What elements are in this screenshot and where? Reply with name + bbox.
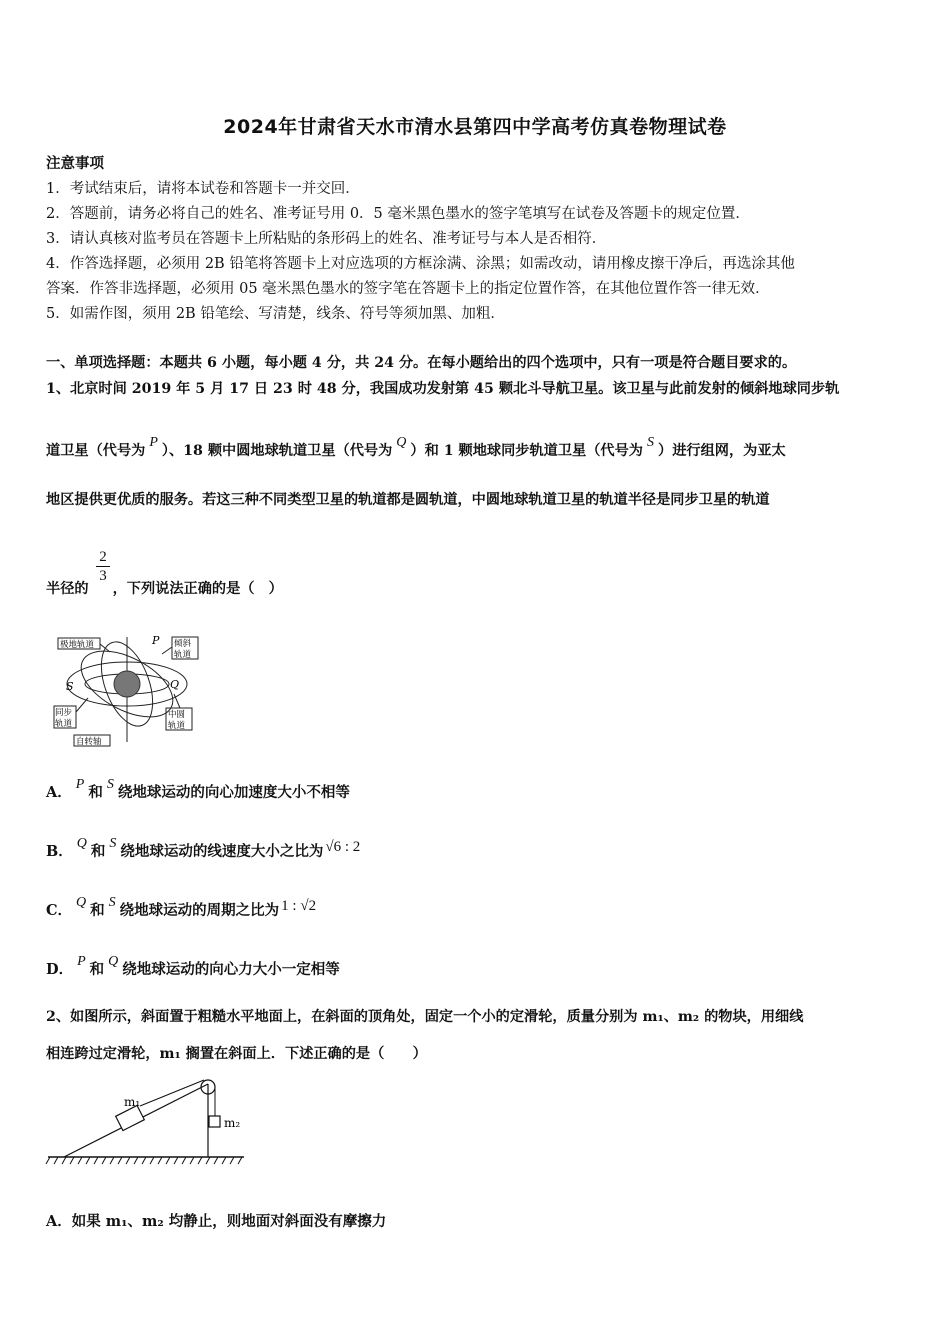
option-c[interactable]: C． Q 和 S 绕地球运动的周期之比为 1 : √2 [46,895,317,919]
option-b[interactable]: B． Q 和 S 绕地球运动的线速度大小之比为 √6 : 2 [46,836,361,860]
block-m2 [209,1116,220,1127]
incline-label-1: 倾斜 [174,639,192,649]
m1-label: m₁ [124,1095,141,1109]
s-label: S [66,680,74,693]
q1-line3: 地区提供更优质的服务。若这三种不同类型卫星的轨道都是圆轨道，中圆地球轨道卫星的轨道半径是同步卫星的轨道 [46,492,770,508]
orbit-diagram [52,632,202,754]
p-label: P [152,634,160,647]
incline-label-2: 轨道 [174,650,192,660]
m2-label: m₂ [224,1116,241,1130]
sync-label-2: 轨道 [55,719,73,729]
q2-line2: 相连跨过定滑轮，m₁ 搁置在斜面上．下述正确的是（ ） [46,1046,427,1062]
symbol-p: P [149,435,158,450]
mid-label-2: 轨道 [168,721,186,731]
mid-label-1: 中圆 [168,710,186,720]
notice-item: 4．作答选择题，必须用 2B 铅笔将答题卡上对应选项的方框涂满、涂黑；如需改动，请用橡皮擦干净后，再选涂其他 [46,256,795,272]
q1-line2: 道卫星（代号为P）、18 颗中圆地球轨道卫星（代号为Q）和 1 颗地球同步轨道卫星（代号为S）进行组网，为亚太 [46,435,786,459]
page-title: 2024年甘肃省天水市清水县第四中学高考仿真卷物理试卷 [223,116,727,138]
sync-label-1: 同步 [55,708,73,718]
notice-item: 1．考试结束后，请将本试卷和答题卡一并交回． [46,181,360,197]
polar-orbit-label: 极地轨道 [60,640,95,650]
section-heading: 一、单项选择题：本题共 6 小题，每小题 4 分，共 24 分。在每小题给出的四个选项中，只有一项是符合题目要求的。 [46,355,797,371]
option-a[interactable]: A． P 和 S 绕地球运动的向心加速度大小不相等 [46,777,350,801]
notice-item: 2．答题前，请务必将自己的姓名、准考证号用 0．5 毫米黑色墨水的签字笔填写在试卷及答题卡的规定位置． [46,206,750,222]
q1-line4: 半径的 ，下列说法正确的是（ ） [46,581,283,597]
q-label: Q [170,678,180,691]
earth-icon [114,671,140,697]
incline-diagram [44,1072,248,1170]
notice-heading: 注意事项 [46,155,104,172]
symbol-s: S [647,435,654,450]
block-m1 [116,1105,145,1130]
q2-line1: 2、如图所示，斜面置于粗糙水平地面上，在斜面的顶角处，固定一个小的定滑轮，质量分别为 m₁、m₂ 的物块，用细线 [46,1009,804,1025]
symbol-q: Q [396,435,407,450]
axis-label: 自转轴 [76,737,102,747]
notice-item: 3．请认真核对监考员在答题卡上所粘贴的条形码上的姓名、准考证号与本人是否相符． [46,231,607,247]
notice-item: 答案．作答非选择题，必须用 05 毫米黑色墨水的签字笔在答题卡上的指定位置作答，在其他位置作答一律无效． [46,281,770,297]
notice-item: 5．如需作图，须用 2B 铅笔绘、写清楚，线条、符号等须加黑、加粗． [46,306,505,322]
option-d[interactable]: D． P 和 Q 绕地球运动的向心力大小一定相等 [46,954,340,978]
fraction-two-thirds: $\frac{2}{3}$ [96,548,110,585]
q1-line1: 1、北京时间 2019 年 5 月 17 日 23 时 48 分，我国成功发射第 45 颗北斗导航卫星。该卫星与此前发射的倾斜地球同步轨 [46,381,840,397]
q2-option-a[interactable]: A．如果 m₁、m₂ 均静止，则地面对斜面没有摩擦力 [46,1213,387,1230]
